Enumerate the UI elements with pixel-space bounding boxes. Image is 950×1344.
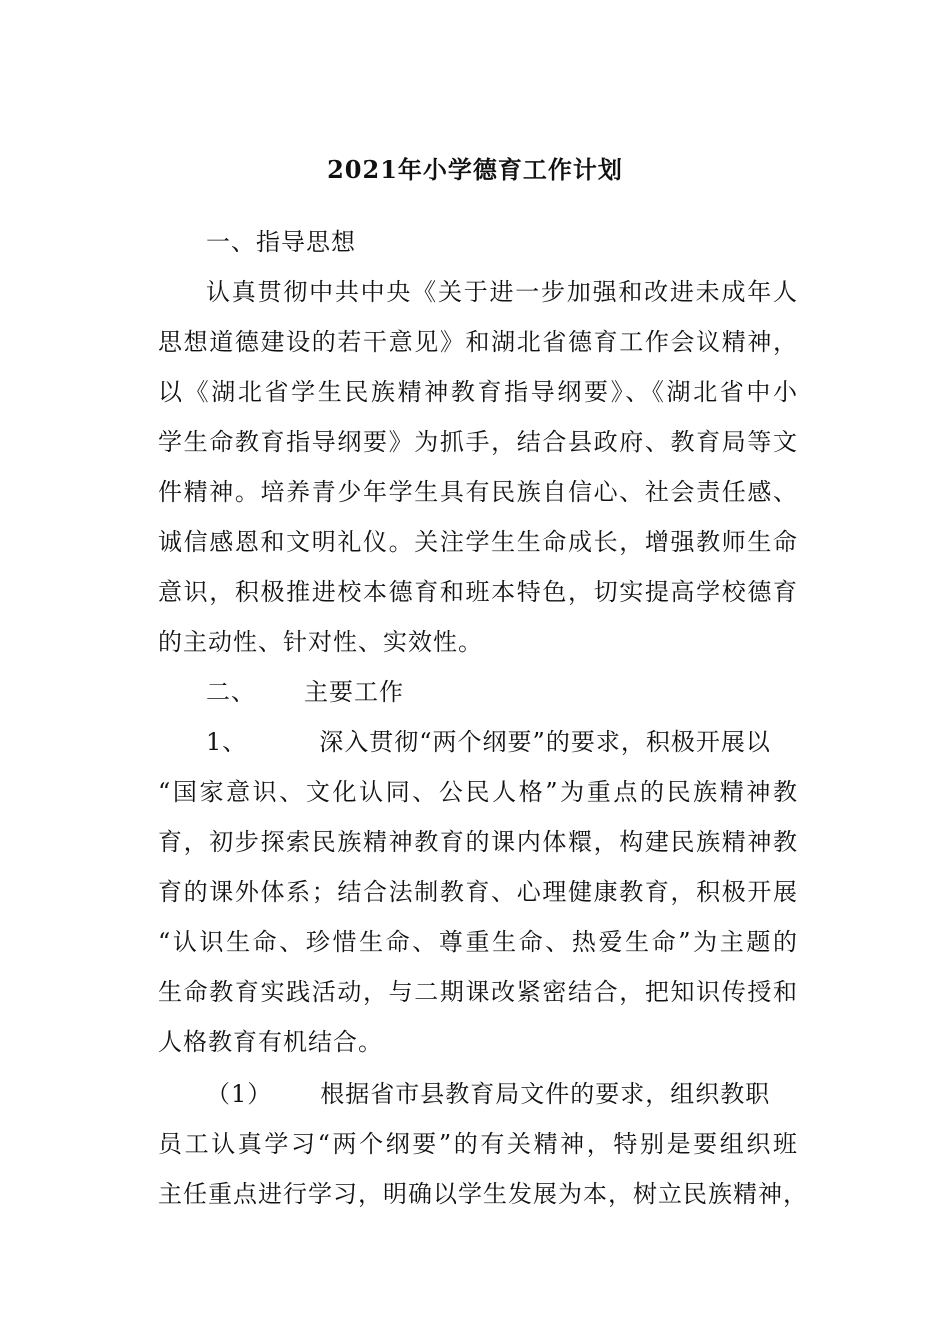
sub-item-text: 根据省市县教育局文件的要求，组织教职 <box>320 1080 771 1108</box>
list-item-text: 深入贯彻“两个纲要”的要求，积极开展以 <box>319 728 771 756</box>
document-title: 2021年小学德育工作计划 <box>327 155 623 184</box>
sub-item-number: （1） <box>206 1080 273 1108</box>
section-heading-text: 主要工作 <box>304 678 404 706</box>
paragraph-line: 育，初步探索民族精神教育的课内体糫，构建民族精神教 <box>158 828 798 856</box>
paragraph-line: 员工认真学习“两个纲要”的有关精神，特别是要组织班 <box>158 1130 798 1158</box>
paragraph-line: 件精神。培养青少年学生具有民族自信心、社会责任感、 <box>158 478 798 506</box>
section-heading: 一、指导思想 <box>206 228 356 256</box>
paragraph-line: 生命教育实践活动，与二期课改紧密结合，把知识传授和 <box>158 978 798 1006</box>
paragraph-line: 学生命教育指导纲要》为抓手，结合县政府、教育局等文 <box>158 428 798 456</box>
paragraph-line: 认真贯彻中共中央《关于进一步加强和改进未成年人 <box>206 278 798 306</box>
paragraph-line: “认识生命、珍惜生命、尊重生命、热爱生命”为主题的 <box>158 928 798 956</box>
paragraph-line: 育的课外体系；结合法制教育、心理健康教育，积极开展 <box>158 878 798 906</box>
paragraph-line: 人格教育有机结合。 <box>158 1028 383 1056</box>
paragraph-line: “国家意识、文化认同、公民人格”为重点的民族精神教 <box>158 778 798 806</box>
list-item-number: 1、 <box>206 728 248 756</box>
paragraph-line: 以《湖北省学生民族精神教育指导纲要》、《湖北省中小 <box>158 378 798 406</box>
paragraph-line: 思想道德建设的若干意见》和湖北省德育工作会议精神， <box>158 328 798 356</box>
section-heading <box>158 672 798 712</box>
list-item-first-line <box>158 722 798 762</box>
paragraph-line: 的主动性、针对性、实效性。 <box>158 628 483 656</box>
paragraph-line: 诚信感恩和文明礼仪。关注学生生命成长，增强教师生命 <box>158 528 798 556</box>
paragraph-line: 意识，积极推进校本德育和班本特色，切实提高学校德育 <box>158 578 798 606</box>
section-number: 二、 <box>206 678 256 706</box>
paragraph-line: 主任重点进行学习，明确以学生发展为本，树立民族精神， <box>158 1180 808 1208</box>
sub-item-first-line <box>158 1074 798 1114</box>
